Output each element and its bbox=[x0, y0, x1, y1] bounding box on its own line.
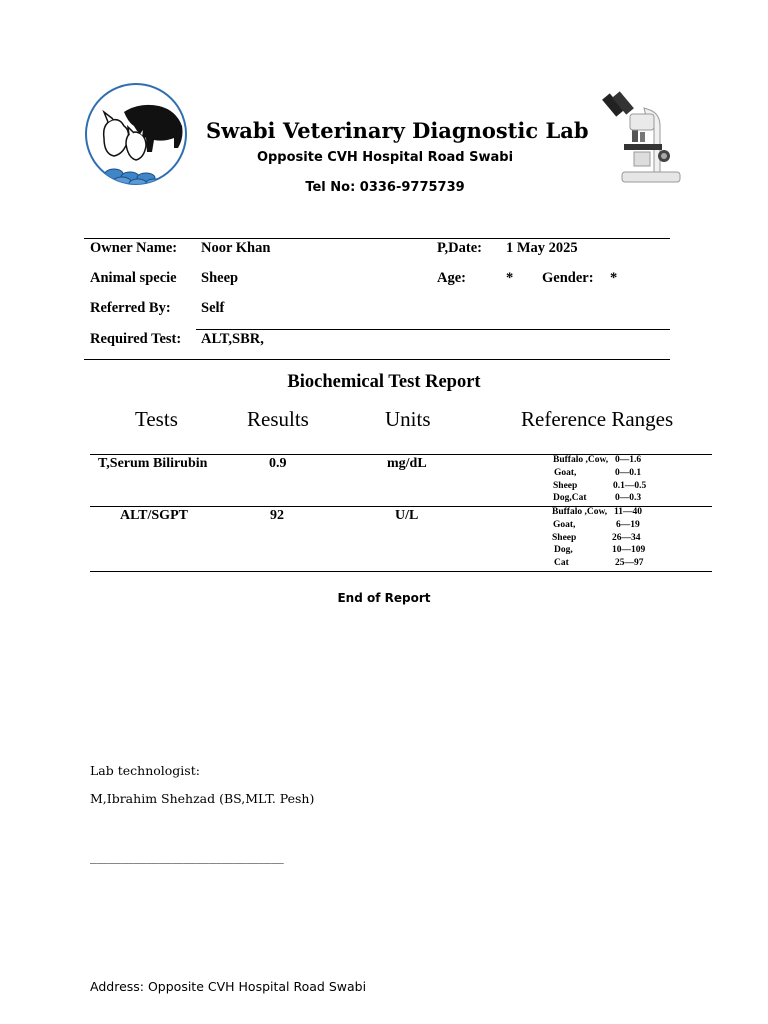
column-header-units: Units bbox=[385, 407, 431, 431]
row1-result: 0.9 bbox=[269, 456, 287, 471]
footer-address: Address: Opposite CVH Hospital Road Swabi bbox=[90, 979, 367, 994]
info-bottom-rule bbox=[84, 359, 670, 360]
animals-logo-icon bbox=[84, 82, 188, 186]
species-value: Sheep bbox=[201, 270, 239, 286]
microscope-icon bbox=[600, 86, 690, 186]
owner-value: Noor Khan bbox=[201, 240, 271, 256]
row2-test: ALT/SGPT bbox=[120, 508, 188, 523]
reference-range-line: Buffalo ,Cow, 11—40 bbox=[552, 507, 642, 517]
info-top-rule bbox=[84, 238, 670, 239]
row2-result: 92 bbox=[270, 508, 284, 523]
technologist-label: Lab technologist: bbox=[90, 763, 200, 778]
reference-range-line: Dog, 10—109 bbox=[554, 545, 646, 556]
lab-phone: Tel No: 0336-9775739 bbox=[305, 180, 465, 195]
reference-range-line: Goat, 0—0.1 bbox=[554, 467, 642, 478]
species-label: Animal specie bbox=[90, 270, 177, 286]
row1-test: T,Serum Bilirubin bbox=[98, 456, 208, 471]
reference-range-line: Cat 25—97 bbox=[554, 558, 644, 569]
reference-range-line: Dog,Cat 0—0.3 bbox=[553, 493, 642, 504]
referred-label: Referred By: bbox=[90, 300, 171, 316]
row2-unit: U/L bbox=[395, 508, 419, 523]
age-label: Age: bbox=[437, 270, 466, 286]
lab-address: Opposite CVH Hospital Road Swabi bbox=[256, 150, 514, 165]
technologist-name: M,Ibrahim Shehzad (BS,MLT. Pesh) bbox=[90, 791, 315, 806]
date-value: 1 May 2025 bbox=[506, 240, 578, 256]
lab-name: Swabi Veterinary Diagnostic Lab bbox=[206, 118, 589, 143]
date-label: P,Date: bbox=[437, 240, 482, 256]
table-bottom-rule bbox=[90, 571, 712, 572]
column-header-results: Results bbox=[247, 407, 309, 431]
signature-line: _______________________________ bbox=[90, 849, 284, 864]
column-header-tests: Tests bbox=[135, 407, 178, 431]
age-value: * bbox=[506, 270, 514, 286]
required-test-value: ALT,SBR, bbox=[201, 331, 264, 347]
row1-reference-ranges bbox=[553, 454, 673, 505]
end-of-report: End of Report bbox=[337, 591, 431, 605]
report-title: Biochemical Test Report bbox=[287, 372, 481, 392]
column-header-reference-ranges: Reference Ranges bbox=[521, 407, 674, 431]
row2-reference-ranges bbox=[552, 506, 672, 570]
test-top-rule bbox=[196, 329, 670, 330]
owner-label: Owner Name: bbox=[90, 240, 178, 256]
required-test-label: Required Test: bbox=[90, 331, 182, 347]
row1-unit: mg/dL bbox=[387, 456, 427, 471]
reference-range-line: Goat, 6—19 bbox=[553, 519, 640, 530]
gender-value: * bbox=[610, 270, 618, 286]
referred-value: Self bbox=[201, 300, 225, 316]
reference-range-line: Sheep 0.1—0.5 bbox=[553, 480, 647, 491]
reference-range-line: Sheep 26—34 bbox=[552, 532, 641, 543]
gender-label: Gender: bbox=[542, 270, 594, 286]
reference-range-line: Buffalo ,Cow, 0—1.6 bbox=[553, 455, 642, 465]
